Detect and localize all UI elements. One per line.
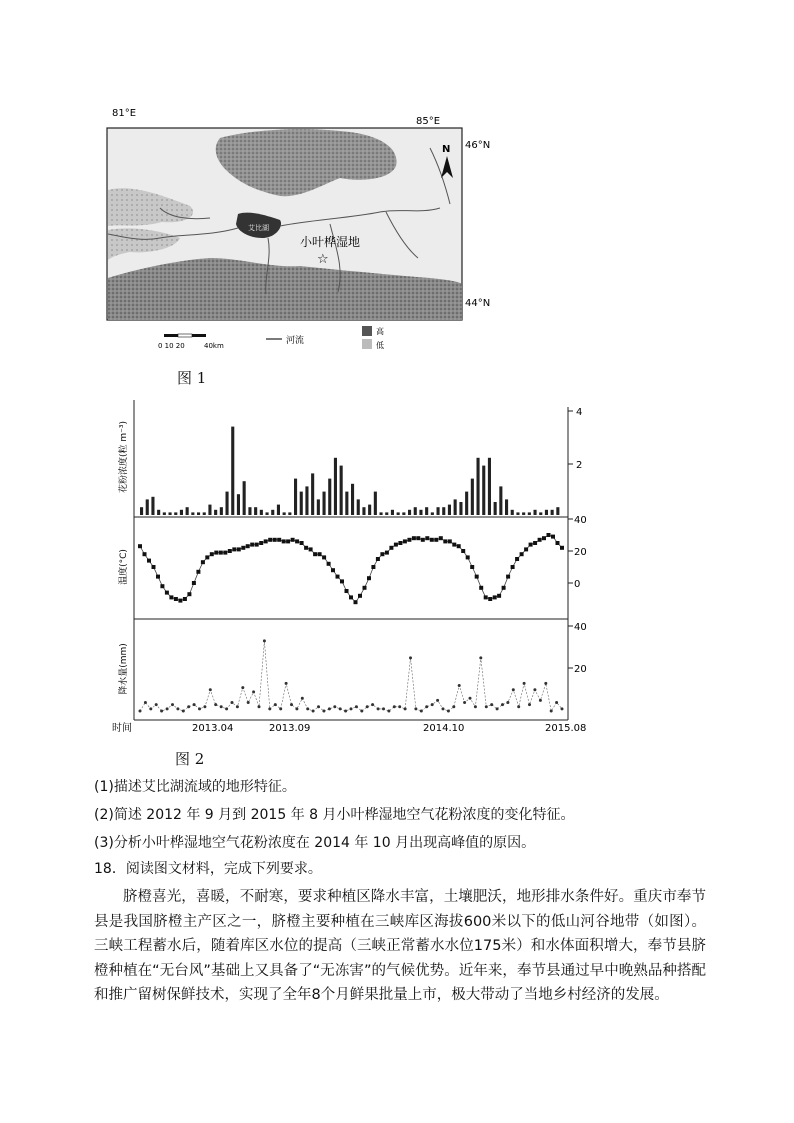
temperature-point [412, 536, 416, 540]
temperature-point [380, 552, 384, 556]
pollen-bar [328, 479, 331, 515]
pollen-bar [448, 505, 451, 515]
svg-text:40km: 40km [204, 342, 224, 350]
pollen-bar [391, 510, 394, 515]
pollen-bar [380, 512, 383, 515]
temperature-point [511, 565, 515, 569]
precipitation-point [312, 710, 315, 713]
pollen-bar [340, 466, 343, 515]
x-label-2013-04: 2013.04 [192, 723, 234, 734]
pollen-bar [511, 510, 514, 515]
pollen-bar [146, 499, 149, 515]
temperature-point [160, 584, 164, 588]
precipitation-point [555, 701, 558, 704]
pollen-bar [539, 512, 542, 515]
figure-2-chart [112, 395, 592, 740]
pollen-bar [243, 481, 246, 515]
temperature-point [439, 536, 443, 540]
precipitation-point [295, 707, 298, 710]
temperature-point [165, 591, 169, 595]
pollen-axis-label: 花粉浓度(粒 m⁻³) [119, 420, 129, 494]
precipitation-point [436, 699, 439, 702]
temperature-point [304, 546, 308, 550]
pollen-bar [271, 510, 274, 515]
pollen-bar [237, 494, 240, 515]
pollen-bar [374, 492, 377, 515]
pollen-tick-2: 2 [576, 460, 583, 471]
temperature-point [187, 592, 191, 596]
lat-top-label: 46°N [465, 140, 491, 151]
precipitation-point [512, 688, 515, 691]
temperature-point [340, 579, 344, 583]
temperature-point [237, 547, 241, 551]
pollen-bar [516, 512, 519, 515]
precipitation-point [447, 710, 450, 713]
pollen-bar [203, 512, 206, 515]
temperature-point [331, 568, 335, 572]
temperature-point [515, 557, 519, 561]
temperature-point [385, 551, 389, 555]
precip-axis-label: 降水量(mm) [119, 643, 129, 695]
pollen-bar [545, 510, 548, 515]
precipitation-point [420, 710, 423, 713]
temperature-point [538, 538, 542, 542]
pollen-bar [505, 499, 508, 515]
pollen-bar [266, 512, 269, 515]
pollen-bar [368, 505, 371, 515]
precipitation-point [355, 705, 358, 708]
pollen-bar [437, 507, 440, 515]
precipitation-point [231, 701, 234, 704]
pollen-bar [283, 512, 286, 515]
pollen-bar [334, 458, 337, 515]
pollen-bar [157, 510, 160, 515]
pollen-bar [471, 479, 474, 515]
temperature-point [551, 535, 555, 539]
pollen-bar [305, 486, 308, 515]
precipitation-point [431, 703, 434, 706]
precipitation-point [474, 705, 477, 708]
temp-axis-label: 温度(°C) [119, 549, 129, 585]
legend-low-label: 低 [376, 341, 384, 350]
precipitation-point [279, 707, 282, 710]
precipitation-point [274, 703, 277, 706]
temperature-point [484, 595, 488, 599]
temperature-point [457, 544, 461, 548]
pollen-bar [311, 473, 314, 515]
precipitation-point [322, 710, 325, 713]
temperature-point [156, 575, 160, 579]
temperature-point [183, 597, 187, 601]
pollen-bar [163, 512, 166, 515]
precipitation-point [458, 684, 461, 687]
precipitation-point [198, 707, 201, 710]
temperature-point [277, 538, 281, 542]
temperature-point [389, 546, 393, 550]
temperature-point [223, 551, 227, 555]
temperature-point [425, 536, 429, 540]
precipitation-point [187, 705, 190, 708]
temperature-point [345, 589, 349, 593]
pollen-bar [465, 492, 468, 515]
pollen-bar [442, 507, 445, 515]
legend-river-label: 河流 [286, 336, 305, 346]
temperature-point [367, 576, 371, 580]
pollen-bar [419, 510, 422, 515]
pollen-bar [220, 507, 223, 515]
temperature-point [493, 595, 497, 599]
temperature-point [192, 581, 196, 585]
temperature-point [560, 546, 564, 550]
svg-text:0 10 20: 0 10 20 [158, 342, 185, 350]
pollen-bar [408, 510, 411, 515]
precipitation-point [144, 701, 147, 704]
precipitation-point [328, 707, 331, 710]
pollen-bar [186, 507, 189, 515]
precip-tick-20: 20 [574, 664, 587, 675]
pollen-bar [402, 512, 405, 515]
pollen-bar [151, 497, 154, 515]
temperature-point [430, 538, 434, 542]
temperature-point [524, 547, 528, 551]
precipitation-point [247, 701, 250, 704]
precipitation-point [166, 707, 169, 710]
question-18-heading: 18．阅读图文材料，完成下列要求。 [94, 861, 322, 877]
precipitation-point [339, 707, 342, 710]
pollen-bar [300, 492, 303, 515]
svg-text:N: N [442, 144, 451, 155]
pollen-bar [169, 512, 172, 515]
precipitation-point [285, 682, 288, 685]
precipitation-point [241, 686, 244, 689]
precipitation-point [387, 710, 390, 713]
right-axis-ticks [568, 411, 573, 668]
temperature-point [470, 565, 474, 569]
precipitation-point [193, 703, 196, 706]
temperature-point [443, 539, 447, 543]
temperature-point [520, 552, 524, 556]
pollen-bar [488, 458, 491, 515]
temperature-point [282, 539, 286, 543]
temperature-point [300, 541, 304, 545]
precipitation-series [139, 639, 564, 712]
temperature-point [214, 551, 218, 555]
pollen-bar [208, 505, 211, 515]
precipitation-point [209, 688, 212, 691]
temperature-point [196, 570, 200, 574]
temperature-line [140, 535, 562, 602]
pollen-bar [556, 507, 559, 515]
precipitation-point [252, 690, 255, 693]
temperature-point [313, 552, 317, 556]
x-axis-title: 时间 [112, 723, 132, 734]
pollen-bar [459, 502, 462, 515]
temperature-point [398, 541, 402, 545]
temperature-point [506, 575, 510, 579]
pollen-bar [260, 510, 263, 515]
temperature-point [201, 560, 205, 564]
temperature-point [273, 538, 277, 542]
precipitation-point [236, 705, 239, 708]
pollen-bars [140, 427, 559, 515]
precipitation-point [469, 697, 472, 700]
temperature-point [138, 544, 142, 548]
temperature-point [264, 539, 268, 543]
precipitation-point [268, 707, 271, 710]
temperature-point [318, 552, 322, 556]
precipitation-point [533, 688, 536, 691]
precipitation-point [258, 705, 261, 708]
temperature-point [291, 538, 295, 542]
precipitation-point [214, 703, 217, 706]
pollen-bar [482, 466, 485, 515]
precipitation-line [140, 641, 562, 711]
precipitation-point [263, 639, 266, 642]
pollen-bar [254, 507, 257, 515]
precipitation-point [550, 710, 553, 713]
temperature-point [371, 565, 375, 569]
temperature-point [286, 539, 290, 543]
pollen-bar [140, 507, 143, 515]
pollen-bar [231, 427, 234, 515]
pollen-bar [499, 486, 502, 515]
temperature-point [210, 552, 214, 556]
precipitation-point [155, 703, 158, 706]
lake-label: 艾比湖 [248, 224, 269, 232]
precipitation-point [517, 705, 520, 708]
star-icon: ☆ [317, 252, 329, 267]
pollen-bar [323, 492, 326, 515]
precipitation-point [496, 707, 499, 710]
legend-high-swatch [362, 326, 372, 336]
precipitation-point [442, 707, 445, 710]
temperature-point [219, 551, 223, 555]
precipitation-point [360, 710, 363, 713]
precipitation-point [171, 703, 174, 706]
pollen-bar [197, 512, 200, 515]
lat-bottom-label: 44°N [465, 298, 491, 309]
pollen-bar [362, 507, 365, 515]
temp-tick-20: 20 [574, 547, 587, 558]
temperature-point [147, 559, 151, 563]
temperature-point [461, 549, 465, 553]
temperature-point [205, 555, 209, 559]
pollen-bar [288, 512, 291, 515]
question-3: (3)分析小叶桦湿地空气花粉浓度在 2014 年 10 月出现高峰值的原因。 [94, 835, 536, 851]
temperature-point [358, 594, 362, 598]
pollen-bar [425, 507, 428, 515]
pollen-bar [294, 479, 297, 515]
precipitation-point [344, 710, 347, 713]
precipitation-point [371, 703, 374, 706]
precipitation-point [404, 707, 407, 710]
temperature-point [250, 543, 254, 547]
temp-tick-0: 0 [574, 579, 581, 590]
precipitation-point [220, 705, 223, 708]
pollen-bar [351, 484, 354, 515]
temperature-point [547, 533, 551, 537]
temperature-point [259, 541, 263, 545]
temperature-point [322, 555, 326, 559]
precipitation-point [479, 656, 482, 659]
temperature-point [479, 586, 483, 590]
figure-1-map [100, 108, 491, 358]
temperature-point [178, 599, 182, 603]
temperature-point [336, 575, 340, 579]
temperature-point [255, 543, 259, 547]
precipitation-point [382, 707, 385, 710]
pollen-bar [534, 510, 537, 515]
pollen-tick-4: 4 [576, 407, 583, 418]
temperature-point [246, 544, 250, 548]
pollen-bar [528, 512, 531, 515]
precipitation-point [490, 703, 493, 706]
precipitation-point [398, 705, 401, 708]
precipitation-point [377, 707, 380, 710]
pollen-bar [214, 510, 217, 515]
x-label-2015-08: 2015.08 [545, 723, 587, 734]
temperature-point [497, 594, 501, 598]
pollen-bar [414, 507, 417, 515]
pollen-bar [551, 510, 554, 515]
pollen-bar [397, 512, 400, 515]
material-paragraph: 脐橙喜光，喜暖，不耐寒，要求种植区降水丰富，土壤肥沃，地形排水条件好。重庆市奉节县是我国脐橙主产区之一，脐橙主要种植在三峡库区海拔600米以下的低山河谷地带（如图）。三峡工程蓄水后，随着库区水位的提高（三峡正常蓄水水位175米）和水体面积增大，奉节县脐橙种植在“无台风”基础上又具备了“无冻害”的气候优势。近年来，奉节县通过早中晚熟品种搭配和推广留树保鲜技术，实现了全年8个月鲜果批量上市，极大带动了当地乡村经济的发展。 [94, 889, 706, 1003]
temperature-point [448, 539, 452, 543]
temperature-point [556, 541, 560, 545]
temperature-point [241, 546, 245, 550]
scale-bar [158, 334, 224, 350]
temperature-point [309, 547, 313, 551]
temperature-point [466, 555, 470, 559]
x-label-2014-10: 2014.10 [423, 723, 465, 734]
precipitation-point [425, 705, 428, 708]
temperature-point [174, 597, 178, 601]
precipitation-point [409, 656, 412, 659]
temp-tick-40: 40 [574, 515, 587, 526]
temperature-point [327, 562, 331, 566]
precipitation-point [561, 707, 564, 710]
pollen-bar [277, 505, 280, 515]
temperature-point [152, 565, 156, 569]
figure-2-caption: 图 2 [175, 750, 205, 768]
precipitation-point [203, 705, 206, 708]
temperature-point [533, 541, 537, 545]
legend-high-label: 高 [376, 327, 384, 336]
precipitation-point [501, 703, 504, 706]
pollen-bar [522, 512, 525, 515]
pollen-bar [385, 512, 388, 515]
temperature-point [295, 539, 299, 543]
lon-left-label: 81°E [112, 108, 137, 119]
temperature-series [138, 533, 564, 604]
temperature-point [488, 597, 492, 601]
site-label: 小叶桦湿地 [300, 235, 361, 249]
pollen-bar [345, 492, 348, 515]
temperature-point [394, 543, 398, 547]
temperature-point [452, 543, 456, 547]
panel-frames [134, 400, 568, 720]
precipitation-point [182, 710, 185, 713]
precipitation-point [393, 705, 396, 708]
precipitation-point [139, 710, 142, 713]
precipitation-point [528, 703, 531, 706]
pollen-bar [431, 512, 434, 515]
temperature-point [169, 595, 173, 599]
temperature-point [416, 536, 420, 540]
question-2: (2)简述 2012 年 9 月到 2015 年 8 月小叶桦湿地空气花粉浓度的变化特征。 [94, 807, 575, 823]
pollen-bar [174, 512, 177, 515]
precipitation-point [463, 701, 466, 704]
precipitation-point [544, 682, 547, 685]
precipitation-point [176, 707, 179, 710]
pollen-bar [191, 512, 194, 515]
temperature-point [232, 547, 236, 551]
precipitation-point [485, 705, 488, 708]
temperature-point [434, 538, 438, 542]
precipitation-point [317, 705, 320, 708]
precipitation-point [225, 707, 228, 710]
precip-tick-40: 40 [574, 622, 587, 633]
precipitation-point [350, 707, 353, 710]
pollen-bar [454, 499, 457, 515]
pollen-bar [477, 458, 480, 515]
temperature-point [376, 557, 380, 561]
precipitation-point [333, 705, 336, 708]
precipitation-point [301, 697, 304, 700]
x-label-2013-09: 2013.09 [269, 723, 311, 734]
precipitation-point [523, 682, 526, 685]
precipitation-point [290, 703, 293, 706]
temperature-point [349, 595, 353, 599]
question-1: (1)描述艾比湖流域的地形特征。 [94, 779, 296, 795]
temperature-point [403, 539, 407, 543]
temperature-point [502, 586, 506, 590]
precipitation-point [306, 707, 309, 710]
precipitation-point [366, 705, 369, 708]
pollen-bar [248, 507, 251, 515]
precipitation-point [452, 705, 455, 708]
temperature-point [363, 586, 367, 590]
temperature-point [475, 575, 479, 579]
temperature-point [407, 538, 411, 542]
precipitation-point [506, 701, 509, 704]
lon-right-label: 85°E [416, 116, 441, 127]
precipitation-point [539, 699, 542, 702]
figure-1-caption: 图 1 [177, 369, 207, 387]
pollen-bar [226, 492, 229, 515]
pollen-bar [357, 499, 360, 515]
temperature-point [529, 543, 533, 547]
temperature-point [228, 549, 232, 553]
precipitation-point [149, 707, 152, 710]
precipitation-point [160, 710, 163, 713]
temperature-point [421, 538, 425, 542]
precipitation-point [414, 707, 417, 710]
pollen-bar [494, 502, 497, 515]
pollen-bar [180, 510, 183, 515]
temperature-point [143, 552, 147, 556]
temperature-point [354, 600, 358, 604]
temperature-point [268, 538, 272, 542]
pollen-bar [317, 499, 320, 515]
temperature-point [542, 536, 546, 540]
legend-low-swatch [362, 339, 372, 349]
